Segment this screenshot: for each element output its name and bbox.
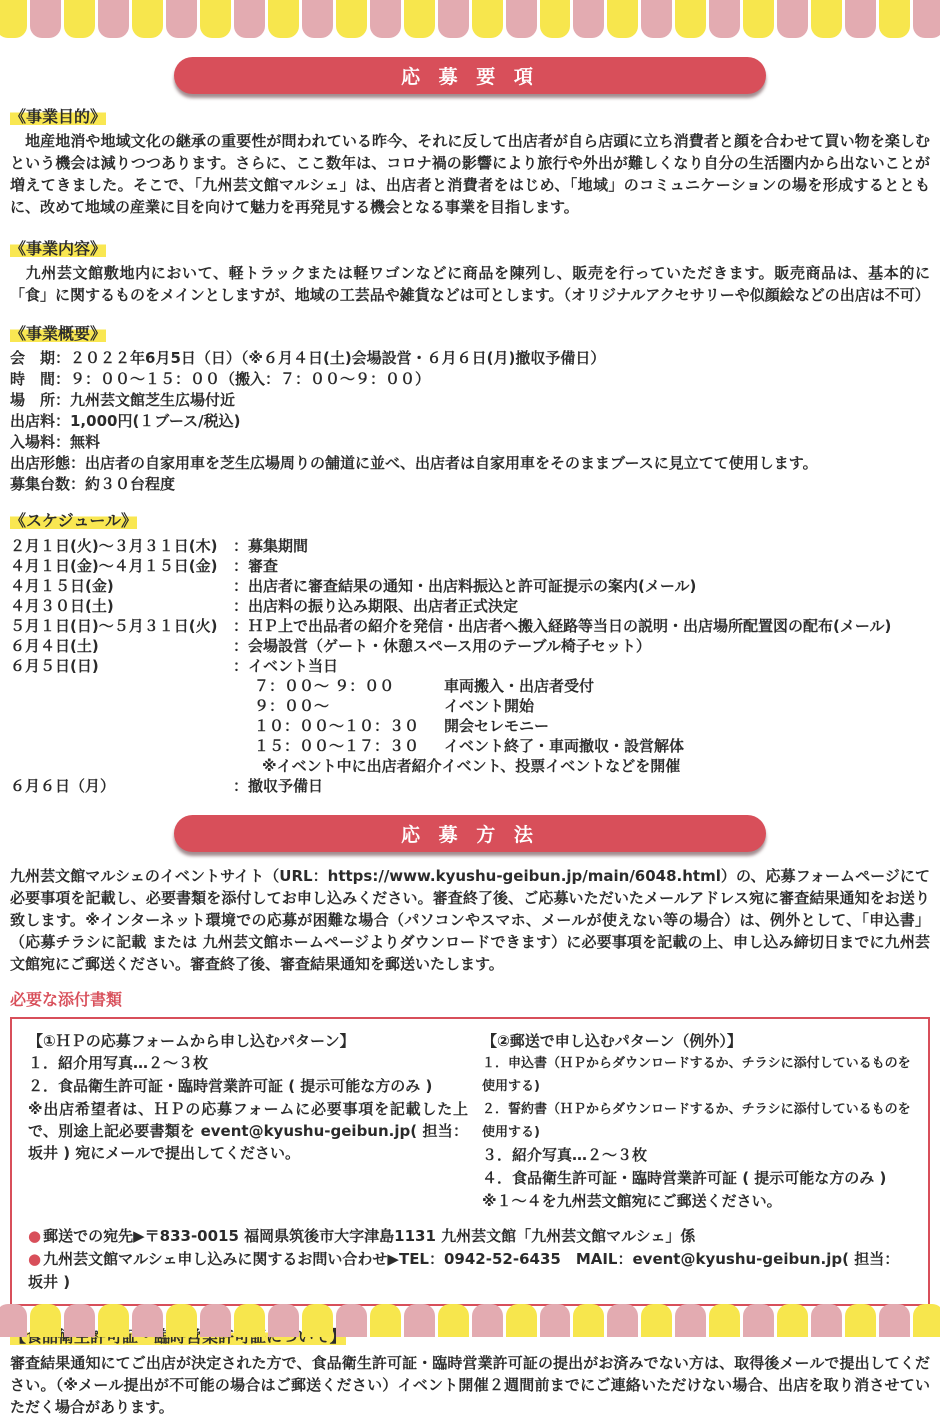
section-banner-application-guidelines [174, 57, 766, 94]
purpose-section-heading: 《事業目的》 [10, 107, 107, 126]
schedule-row: ６月６日（月） ：撤収予備日 [10, 777, 324, 795]
bottom-awning-border [0, 1304, 940, 1337]
pattern1-column [28, 1030, 468, 1213]
banner-title: 応 募 方 法 [401, 824, 539, 846]
application-method-text: 九州芸文館マルシェのイベントサイト（URL：https://www.kyushu-geibun.jp/main/6048.html）の、応募フォームページにて必要事項を記載し、必要書類を添付してお申し込みください。審査終了後、ご応募いただいたメールアドレス宛に審査結果通知をお送り致します。※インターネット環境での応募が困難な場合（パソコンやスマホ、メールが使えない等の場合）は、例外として、「申込書」（応募チラシに記載 または 九州芸文館ホームページよりダウンロードできます）に必要事項を記載の上、申し込み締切日までに九州芸文館宛にご郵送ください。審査終了後、審査結果通知を郵送いたします。 [10, 867, 930, 973]
overview-section-heading: 《事業概要》 [10, 324, 107, 343]
event-day-time-row: １０：００～１０：３０ 開会セレモニー [254, 717, 550, 735]
bullet-dot-icon: ● [28, 1227, 42, 1245]
overview-rows [10, 348, 930, 495]
schedule-row: ４月１５日(金) ：出店者に審査結果の通知・出店料振込と許可証提示の案内(メール) [10, 577, 697, 595]
permit-body-text: 審査結果通知にてご出店が決定された方で、食品衛生許可証・臨時営業許可証の提出がお済みでない方は、取得後メールで提出してください。（※メール提出が不可能の場合はご郵送ください）イベント開催２週間前までにご連絡いただけない場合、出店を取り消させていただく場合があります。 [10, 1354, 930, 1416]
pattern1-item: ２．食品衛生許可証・臨時営業許可証 ( 提示可能な方のみ ) [28, 1077, 433, 1095]
banner-title: 応 募 要 項 [401, 66, 539, 88]
bullet-dot-icon: ● [28, 1250, 42, 1268]
business-section-heading: 《事業内容》 [10, 239, 107, 258]
overview-row-date: 会 期：２０２２年6月5日（日）（※６月４日(土)会場設営・６月６日(月)撤収予備日） [10, 349, 606, 367]
business-body-text: 九州芸文館敷地内において、軽トラックまたは軽ワゴンなどに商品を陳列し、販売を行っていただきます。販売商品は、基本的に「食」に関するものをメインとしますが、地域の工芸品や雑貨などは可とします。（オリジナルアクセサリーや似顔絵などの出店は不可） [10, 264, 930, 304]
contact-line: ● 九州芸文館マルシェ申し込みに関するお問い合わせ▶TEL：0942-52-6435 MAIL：event@kyushu-geibun.jp( 担当：坂井 ) [28, 1250, 900, 1291]
overview-row-capacity: 募集台数：約３０台程度 [10, 475, 176, 493]
event-day-note: ※イベント中に出店者紹介イベント、投票イベントなどを開催 [262, 757, 681, 775]
overview-row-time: 時 間：９：００～１５：００（搬入：７：００～９：００） [10, 370, 431, 388]
pattern2-item: ３．紹介写真…２～３枚 [482, 1146, 648, 1164]
contact-bullets [28, 1225, 914, 1294]
pattern1-note: ※出店希望者は、ＨＰの応募フォームに必要事項を記載した上で、別途上記必要書類を event@kyushu-geibun.jp( 担当：坂井 ) 宛にメールで提出してください。 [28, 1100, 468, 1162]
overview-row-admission: 入場料：無料 [10, 433, 101, 451]
schedule-row: ２月１日(火)～３月３１日(木) ：募集期間 [10, 537, 309, 555]
schedule-row: ５月１日(日)～５月３１日(火) ：ＨＰ上で出品者の紹介を発信・出店者へ搬入経路等当日の説明・出店場所配置図の配布(メール) [10, 617, 892, 635]
schedule-rows [10, 536, 930, 796]
schedule-row: ６月５日(日) ：イベント当日 [10, 657, 339, 675]
event-day-time-row: ７：００～ ９：００ 車両搬入・出店者受付 [254, 677, 595, 695]
schedule-section-heading: 《スケジュール》 [10, 511, 138, 530]
pattern2-item: ４．食品衛生許可証・臨時営業許可証 ( 提示可能な方のみ ) [482, 1169, 887, 1187]
pattern1-item: １．紹介用写真…２～３枚 [28, 1054, 209, 1072]
mailing-address-line: ● 郵送での宛先▶〒833-0015 福岡県筑後市大字津島1131 九州芸文館「九州芸文館マルシェ」係 [28, 1227, 696, 1245]
overview-row-format: 出店形態：出店者の自家用車を芝生広場周りの舗道に並べ、出店者は自家用車をそのままブースに見立てて使用します。 [10, 454, 818, 472]
event-day-time-row: ９：００～ イベント開始 [254, 697, 535, 715]
pattern2-heading: 【②郵送で申し込むパターン（例外）】 [482, 1032, 742, 1050]
schedule-row: ６月４日(土) ：会場設営（ゲート・休憩スペース用のテーブル椅子セット） [10, 637, 651, 655]
section-banner-application-method [174, 815, 766, 852]
pattern2-item: １．申込書（ＨＰからダウンロードするか、チラシに添付しているものを使用する) [482, 1056, 911, 1094]
overview-row-place: 場 所：九州芸文館芝生広場付近 [10, 391, 236, 409]
schedule-row: ４月３０日(土) ：出店料の振り込み期限、出店者正式決定 [10, 597, 519, 615]
pattern2-note: ※１～４を九州芸文館宛にご郵送ください。 [482, 1192, 782, 1210]
pattern1-heading: 【①ＨＰの応募フォームから申し込むパターン】 [28, 1032, 355, 1050]
overview-row-fee: 出店料：1,000円(１ブース/税込) [10, 412, 241, 430]
pattern2-item: ２．誓約書（ＨＰからダウンロードするか、チラシに添付しているものを使用する) [482, 1102, 911, 1140]
purpose-body-text: 地産地消や地域文化の継承の重要性が問われている昨今、それに反して出店者が自ら店頭に立ち消費者と顔を合わせて買い物を楽しむという機会は減りつつあります。さらに、ここ数年は、コロナ禍の影響により旅行や外出が難しくなり自分の生活圏内から出ないことが増えてきました。そこで、「九州芸文館マルシェ」は、出店者と消費者をはじめ、「地域」のコミュニケーションの場を形成するとともに、改めて地域の産業に目を向けて魅力を再発見する機会となる事業を目指します。 [10, 132, 930, 216]
pattern2-column [482, 1030, 914, 1213]
top-awning-border [0, 0, 940, 38]
required-attachments-title: 必要な添付書類 [10, 990, 123, 1009]
required-attachments-box [10, 1017, 930, 1306]
event-day-time-row: １５：００～１７：３０ イベント終了・車両撤収・設営解体 [254, 737, 685, 755]
schedule-row: ４月１日(金)～４月１５日(金) ：審査 [10, 557, 279, 575]
